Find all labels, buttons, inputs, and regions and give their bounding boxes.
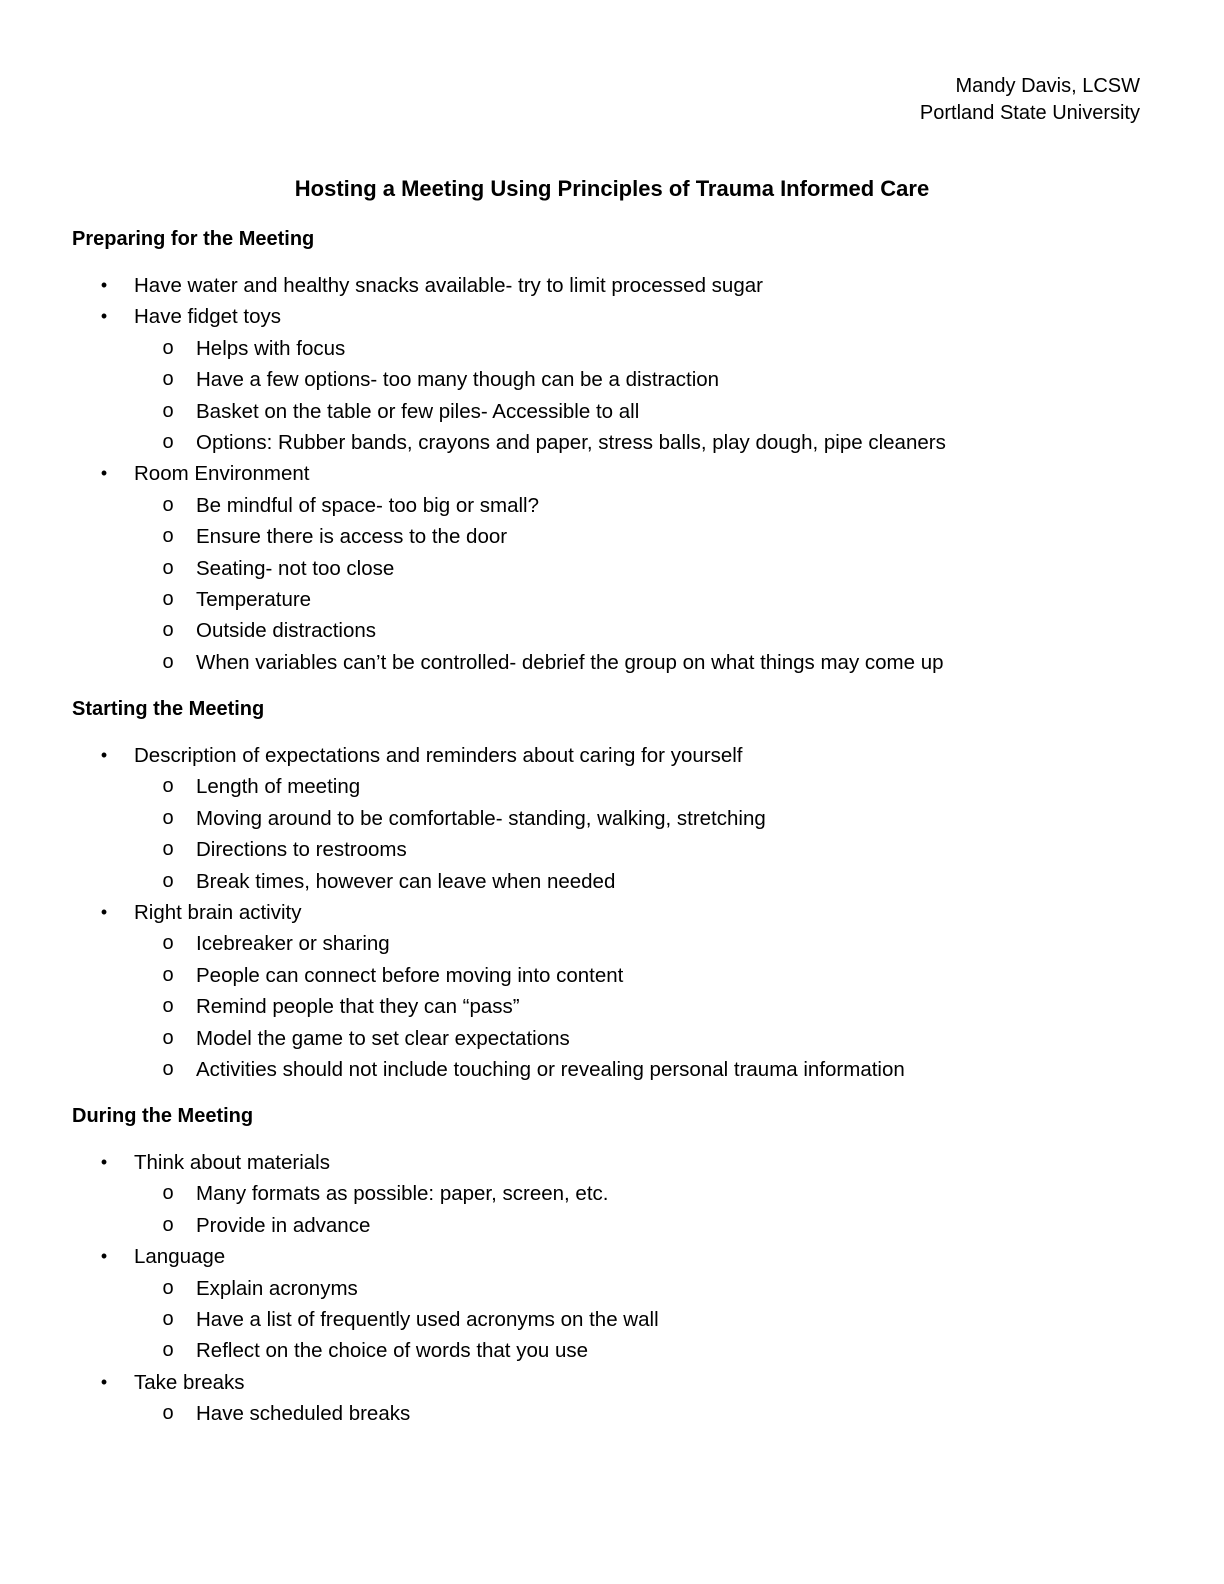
author-organization: Portland State University (919, 102, 1140, 124)
sub-bullet-marker: o (162, 995, 174, 1018)
sub-bullet-marker: o (162, 368, 174, 391)
list-item-text: When variables can’t be controlled- debrief the group on what things may come up (196, 650, 944, 674)
list-item-text: Reflect on the choice of words that you use (196, 1339, 589, 1363)
sub-bullet-marker: o (162, 525, 174, 548)
list-item-text: Basket on the table or few piles- Accessible to all (196, 399, 640, 423)
sub-bullet-marker: o (162, 869, 174, 892)
list-item-text: Directions to restrooms (196, 838, 407, 862)
sub-bullet-marker: o (162, 336, 174, 359)
list-item-text: Provide in advance (196, 1213, 371, 1237)
list-item-text: Activities should not include touching or revealing personal trauma information (196, 1057, 905, 1081)
list-item-text: Have water and healthy snacks available- try to limit processed sugar (134, 274, 763, 297)
list-item-text: Have a few options- too many though can be a distraction (196, 368, 720, 392)
bullet-marker: • (100, 901, 108, 922)
list-item-text: Ensure there is access to the door (196, 525, 508, 549)
sub-bullet-marker: o (162, 556, 174, 579)
list-item-text: Explain acronyms (196, 1276, 358, 1300)
list-item-text: Length of meeting (196, 775, 361, 799)
list-item-text: Have fidget toys (134, 305, 281, 329)
sub-bullet-marker: o (162, 1307, 174, 1330)
list-item-text: Think about materials (134, 1151, 330, 1174)
sub-bullet-marker: o (162, 1339, 174, 1362)
list-item-text: Break times, however can leave when needed (196, 869, 616, 893)
sub-bullet-marker: o (162, 430, 174, 453)
sub-bullet-marker: o (162, 775, 174, 798)
section-heading-starting: Starting the Meeting (72, 698, 265, 720)
sub-bullet-marker: o (162, 1213, 174, 1236)
list-item-text: People can connect before moving into content (196, 963, 624, 987)
list-item-text: Be mindful of space- too big or small? (196, 493, 539, 517)
bullet-marker: • (100, 1246, 108, 1267)
author-name: Mandy Davis, LCSW (955, 75, 1140, 97)
bullet-marker: • (100, 1152, 108, 1172)
list-item-text: Have a list of frequently used acronyms on the wall (196, 1307, 659, 1331)
section-heading-preparing: Preparing for the Meeting (72, 228, 315, 250)
list-item-text: Outside distractions (196, 619, 377, 643)
list-item-text: Have scheduled breaks (196, 1402, 411, 1426)
list-item-text: Temperature (196, 587, 312, 611)
sub-bullet-marker: o (162, 650, 174, 673)
list-item-text: Icebreaker or sharing (196, 932, 390, 956)
sub-bullet-marker: o (162, 1057, 174, 1080)
sub-bullet-marker: o (162, 1182, 174, 1205)
list-item-text: Language (134, 1245, 226, 1269)
list-item-text: Moving around to be comfortable- standing, walking, stretching (196, 806, 766, 830)
list-item-text: Many formats as possible: paper, screen, etc. (196, 1182, 609, 1206)
sub-bullet-marker: o (162, 587, 174, 610)
bullet-marker: • (100, 1371, 108, 1392)
sub-bullet-marker: o (162, 1276, 174, 1299)
list-item-text: Right brain activity (134, 900, 302, 924)
list-item-text: Remind people that they can “pass” (196, 995, 520, 1019)
list-item-text: Helps with focus (196, 336, 346, 360)
sub-bullet-marker: o (162, 1402, 174, 1425)
list-item-text: Take breaks (134, 1370, 245, 1394)
sub-bullet-marker: o (162, 806, 174, 829)
sub-bullet-marker: o (162, 619, 174, 642)
bullet-marker: • (100, 306, 108, 327)
list-item-text: Seating- not too close (196, 556, 395, 580)
list-item-text: Room Environment (134, 462, 310, 486)
document-title: Hosting a Meeting Using Principles of Trauma Informed Care (294, 176, 930, 201)
sub-bullet-marker: o (162, 399, 174, 422)
list-item-text: Description of expectations and reminders about caring for yourself (134, 744, 743, 767)
list-item-text: Model the game to set clear expectations (196, 1026, 570, 1050)
bullet-marker: • (100, 275, 108, 295)
author-block (920, 73, 1140, 127)
sub-bullet-marker: o (162, 932, 174, 955)
bullet-marker: • (100, 463, 108, 484)
sub-bullet-marker: o (162, 838, 174, 861)
section-heading-during: During the Meeting (72, 1105, 254, 1127)
sub-bullet-marker: o (162, 963, 174, 986)
bullet-marker: • (100, 745, 108, 765)
sub-bullet-marker: o (162, 1026, 174, 1049)
sub-bullet-marker: o (162, 493, 174, 516)
list-item-text: Options: Rubber bands, crayons and paper, stress balls, play dough, pipe cleaners (196, 430, 946, 454)
